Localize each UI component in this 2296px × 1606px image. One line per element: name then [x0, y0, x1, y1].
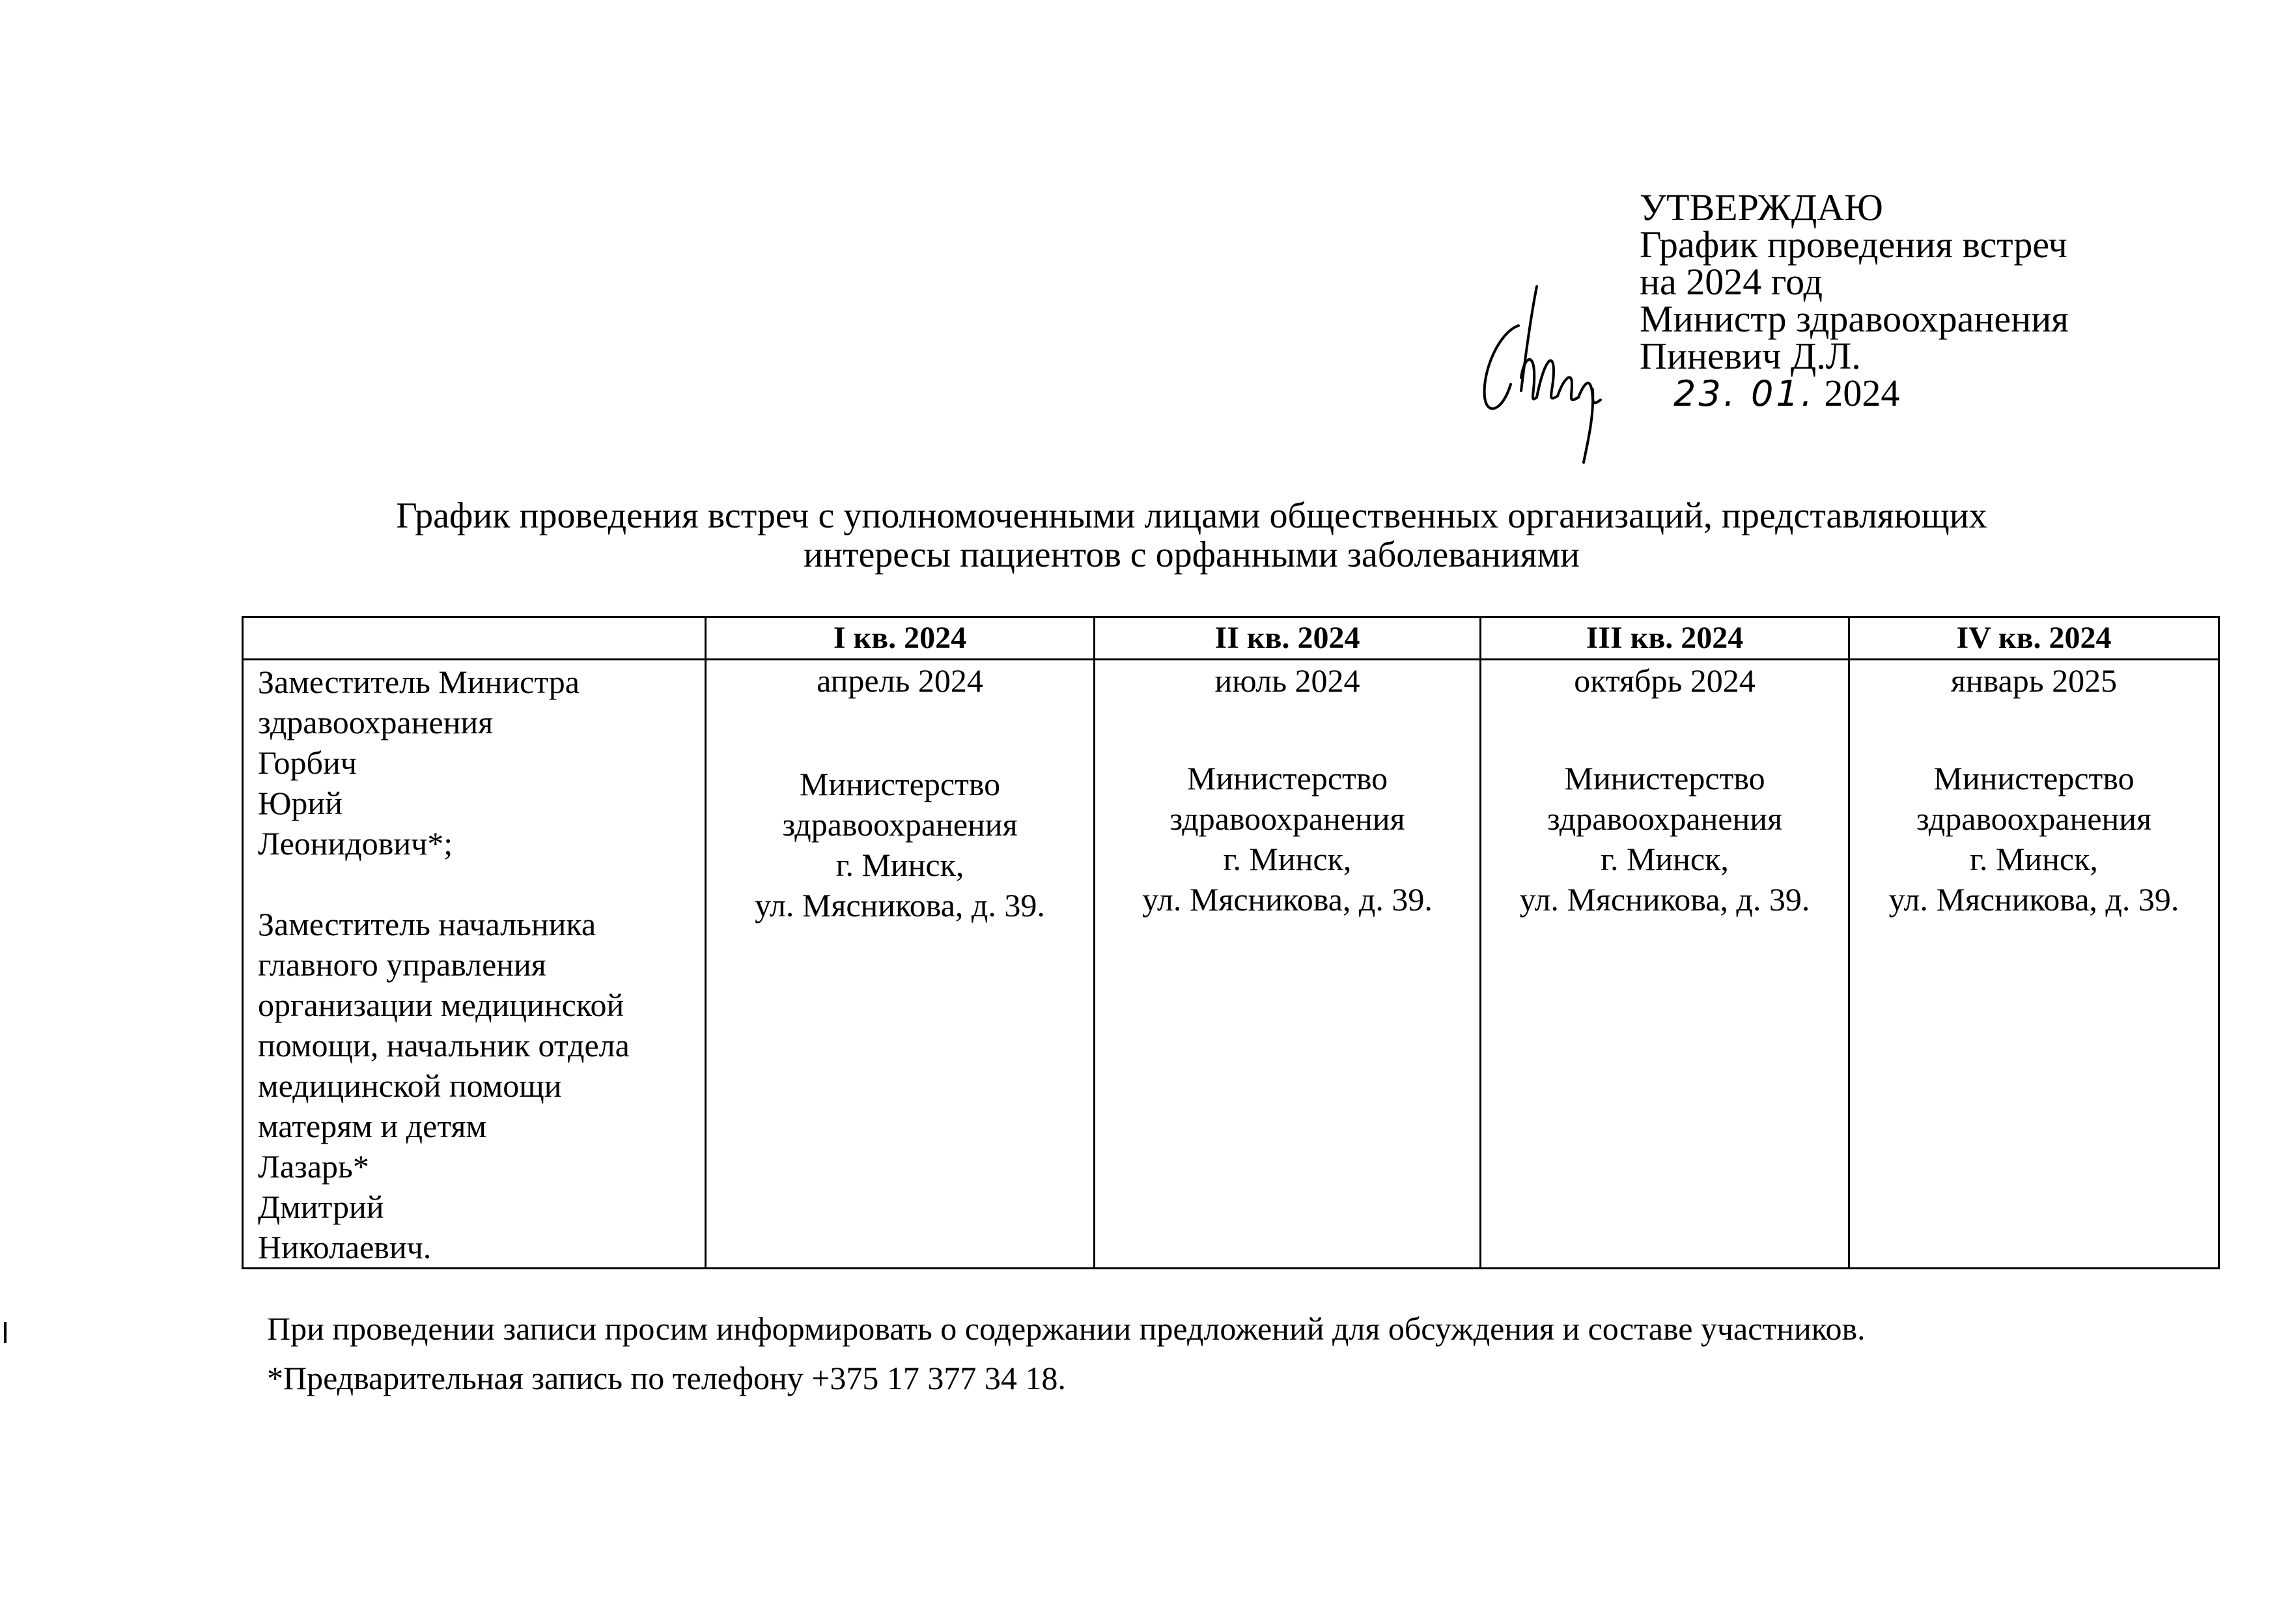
footnote-line-1: При проведении записи просим информировать о содержании предложений для обсуждения и составе участников.: [267, 1310, 1866, 1347]
place-line: здравоохранения: [782, 806, 1018, 843]
person-line: Николаевич.: [258, 1229, 432, 1265]
place-line: г. Минск,: [1601, 841, 1729, 877]
approval-date: [1640, 374, 2226, 412]
place-line: ул. Мясникова, д. 39.: [1142, 881, 1433, 918]
person-line: Леонидович*;: [258, 825, 453, 862]
place-line: Министерство: [1933, 760, 2135, 796]
document-title-line-1: График проведения встреч с уполномоченными лицами общественных организаций, представляющих: [396, 496, 1987, 536]
place-line: ул. Мясникова, д. 39.: [1519, 881, 1810, 918]
place-line: ул. Мясникова, д. 39.: [755, 887, 1045, 923]
place-line: Министерство: [799, 766, 1001, 802]
meeting-place: [707, 764, 1093, 925]
approval-line-3: Министр здравоохранения: [1640, 298, 2069, 340]
person-line: помощи, начальник отдела: [258, 1027, 630, 1064]
header-cell-q1: I кв. 2024: [706, 617, 1095, 660]
person-line: Юрий: [258, 785, 343, 821]
approval-date-year: 2024: [1824, 372, 1900, 414]
footnotes: [267, 1304, 2220, 1403]
header-cell-q4: IV кв. 2024: [1849, 617, 2219, 660]
header-cell-q2: II кв. 2024: [1095, 617, 1481, 660]
document-title: [247, 496, 2136, 574]
person-line: матерям и детям: [258, 1108, 487, 1144]
place-line: здравоохранения: [1916, 800, 2152, 837]
meeting-place: [1850, 758, 2218, 920]
person-line: Дмитрий: [258, 1189, 384, 1225]
schedule-table: [242, 616, 2220, 1269]
approval-block: [1640, 186, 2226, 414]
person-line: Заместитель начальника: [258, 906, 596, 942]
approval-heading: УТВЕРЖДАЮ: [1640, 186, 1883, 229]
person-line: организации медицинской: [258, 987, 624, 1023]
place-line: г. Минск,: [1970, 841, 2098, 877]
meeting-month: январь 2025: [1950, 662, 2118, 699]
person-line: медицинской помощи: [258, 1067, 562, 1104]
quarter-cell-q1: [706, 660, 1095, 1269]
person-spacer: [258, 864, 698, 904]
approval-line-2: на 2024 год: [1640, 261, 1823, 303]
document-title-line-2: интересы пациентов с орфанными заболеваниями: [804, 535, 1580, 575]
place-line: г. Минск,: [1223, 841, 1352, 877]
person-line: здравоохранения: [258, 704, 494, 740]
place-line: ул. Мясникова, д. 39.: [1888, 881, 2179, 918]
quarter-cell-q2: [1095, 660, 1481, 1269]
place-line: здравоохранения: [1547, 800, 1783, 837]
meeting-month: октябрь 2024: [1574, 662, 1756, 699]
quarter-cell-q3: [1481, 660, 1849, 1269]
header-cell-empty: [243, 617, 706, 660]
person-line: главного управления: [258, 946, 546, 983]
approval-date-handwritten: 23. 01.: [1673, 373, 1815, 414]
person-line: Горбич: [258, 744, 357, 781]
quarter-cell-q4: [1849, 660, 2219, 1269]
place-line: Министерство: [1564, 760, 1765, 796]
approval-line-4: Пиневич Д.Л.: [1640, 335, 1861, 377]
responsible-persons-cell: [243, 660, 706, 1269]
person-line: Лазарь*: [258, 1148, 369, 1185]
footnote-line-2: *Предварительная запись по телефону +375 17 377 34 18.: [267, 1360, 1066, 1396]
place-line: здравоохранения: [1169, 800, 1405, 837]
signature-image: [1473, 280, 1616, 469]
meeting-place: [1095, 758, 1479, 920]
meeting-month: апрель 2024: [817, 662, 983, 699]
scan-edge-mark: [4, 1322, 7, 1343]
table-header-row: [243, 617, 2219, 660]
person-line: Заместитель Министра: [258, 664, 580, 700]
meeting-place: [1481, 758, 1848, 920]
approval-line-1: График проведения встреч: [1640, 223, 2067, 266]
header-cell-q3: III кв. 2024: [1481, 617, 1849, 660]
meeting-month: июль 2024: [1214, 662, 1360, 699]
table-row: [243, 660, 2219, 1269]
place-line: г. Минск,: [835, 847, 964, 883]
place-line: Министерство: [1186, 760, 1388, 796]
